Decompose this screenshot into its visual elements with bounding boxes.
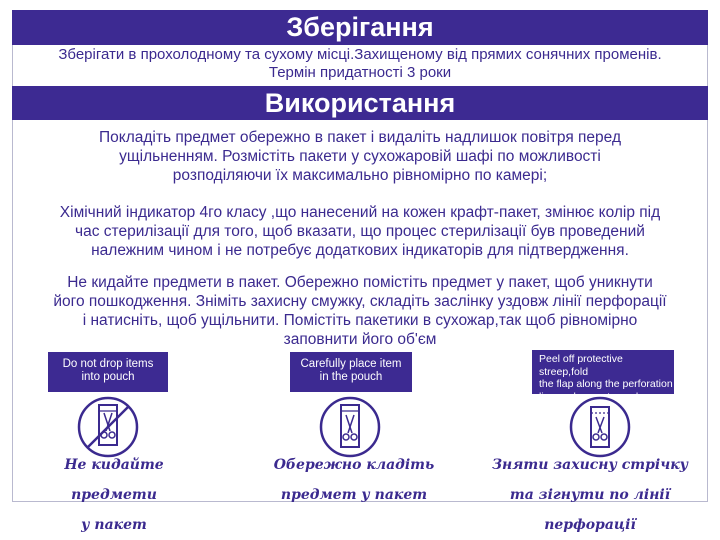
step-3-caption: Зняти захисну стрічку та зігнути по лінії перфорації	[491, 457, 689, 533]
storage-text-line1: Зберігати в прохолодному та сухому місці.Захищеному від прямих сонячних променів.	[58, 46, 662, 63]
step-1-caption: Не кидайте предмети у пакет	[64, 457, 164, 533]
storage-text-line2: Термін придатності 3 роки	[268, 64, 452, 81]
step-2-label: Carefully place item in the pouch	[290, 352, 412, 392]
step-3-label: Peel off protective streep,fold the flap along the perforation line and press to seal	[532, 350, 674, 394]
usage-paragraph-1: Покладіть предмет обережно в пакет і видаліть надлишок повітря перед ущільненням. Розмістіть пакети у сухожаровій шафі по можливості розподіляючи їх максимально рівномірно по камері;	[99, 129, 621, 184]
storage-heading: Зберігання	[12, 10, 708, 45]
usage-heading: Використання	[12, 86, 708, 120]
storage-text	[12, 46, 708, 82]
step-1-label: Do not drop items into pouch	[48, 352, 168, 392]
usage-paragraph-3: Не кидайте предмети в пакет. Обережно помістіть предмет у пакет, щоб уникнути його пошкодження. Зніміть захисну смужку, складіть заслінку уздовж лінії перфорації і натисніть, щоб ущільнити. Помістіть пакетики в сухожар,так щоб рівномірно заповнити його об'єм	[53, 274, 667, 348]
step-2-caption: Обережно кладіть предмет у пакет	[273, 457, 435, 503]
usage-paragraph-2: Хімічний індикатор 4го класу ,що нанесений на кожен крафт-пакет, змінює колір під час стерилізації для того, щоб вказати, що процес стерилізації був проведений належним чином і не потребує додаткових індикаторів для підтвердження.	[59, 204, 661, 259]
